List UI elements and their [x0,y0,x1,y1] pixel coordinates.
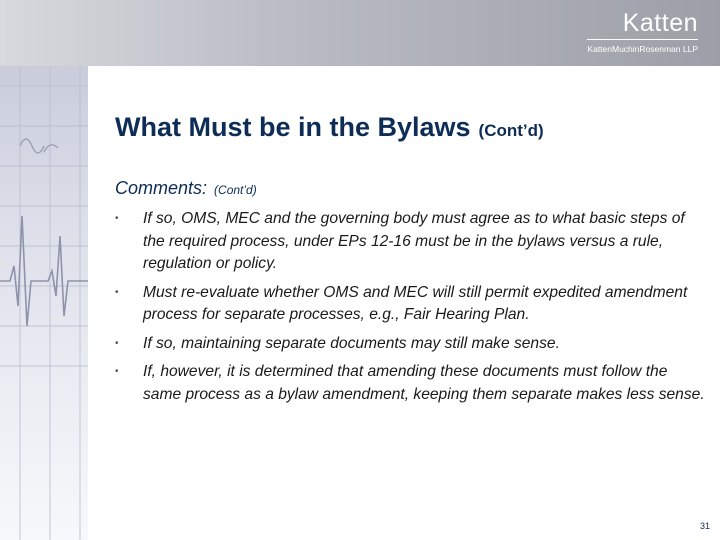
list-item [115,282,705,327]
slide-title [115,112,544,143]
logo-wordmark: Katten [587,9,698,40]
bullet-glyph: • [115,286,119,298]
page-number: 31 [699,521,710,531]
bullet-glyph: • [115,213,119,224]
bullet-glyph: • [115,337,119,349]
katten-logo [587,9,698,55]
bullet-glyph: • [115,366,119,377]
slide-title-text: What Must be in the Bylaws [115,112,471,142]
header-band [0,0,720,66]
slide-title-suffix: (Cont’d) [478,121,544,140]
ecg-graph-image [0,66,88,540]
list-item [115,361,705,406]
logo-firm-name: KattenMuchinRosenman LLP [587,44,698,54]
bullet-text: Must re-evaluate whether OMS and MEC will still permit expedited amendment process for separate processes, e.g., Fair Hearing Plan. [143,283,688,323]
bullet-text: If so, maintaining separate documents may still make sense. [143,334,560,352]
bullet-text: If so, OMS, MEC and the governing body must agree as to what basic steps of the required process, under EPs 12-16 must be in the bylaws versus a rule, regulation or policy. [143,210,685,272]
decorative-ecg-strip [0,66,88,540]
bullet-text: If, however, it is determined that amending these documents must follow the same process as a bylaw amendment, keeping them separate makes less sense. [143,363,705,403]
section-heading-text: Comments: [115,178,208,198]
list-item [115,333,705,356]
list-item [115,208,705,276]
section-heading [115,178,257,199]
bullet-list [115,208,705,412]
section-heading-suffix: (Cont’d) [214,183,257,197]
